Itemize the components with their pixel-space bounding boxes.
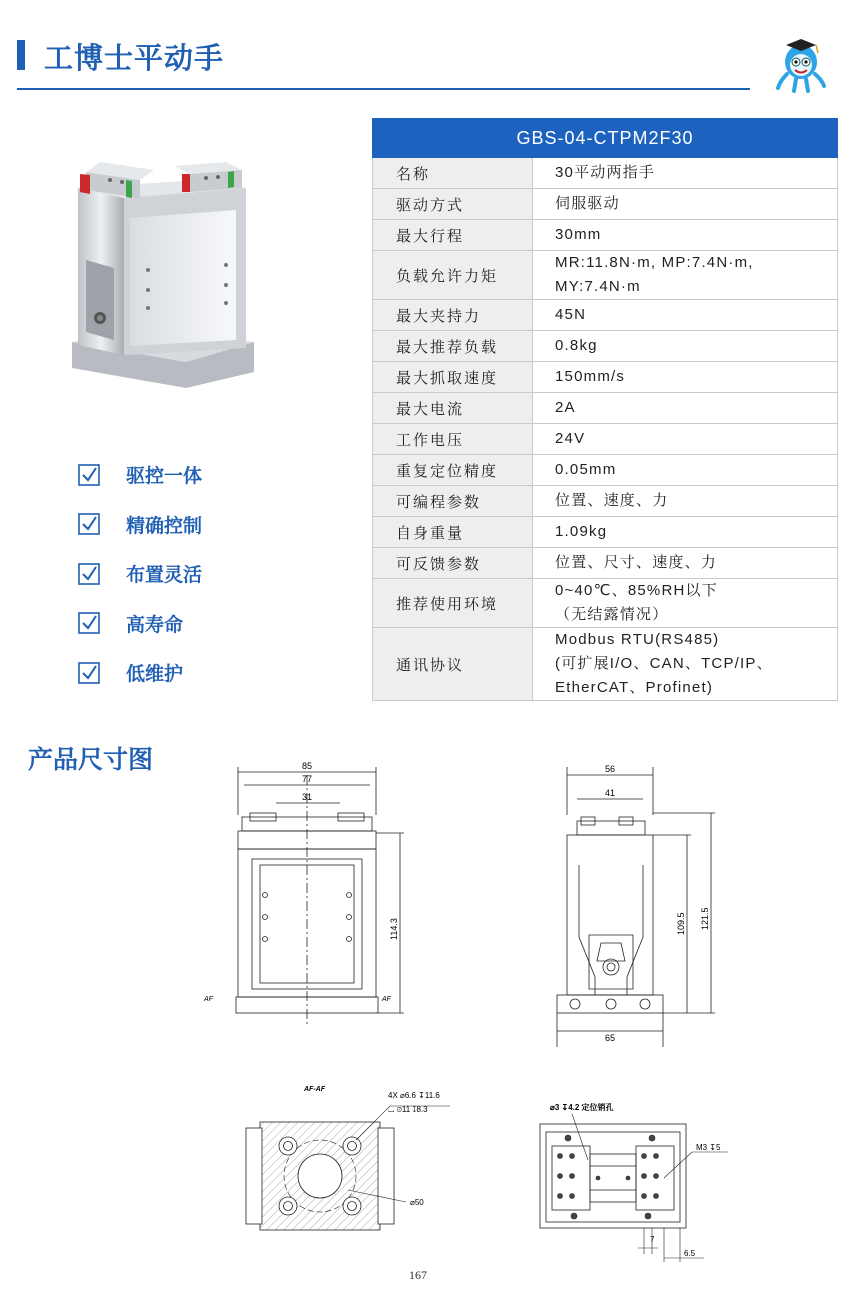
table-row [373,424,838,455]
feature-label: 低维护 [126,663,184,686]
table-row [373,300,838,331]
spec-value: 150mm/s [533,362,838,393]
dim-31: 31 [301,792,313,802]
feature-label: 布置灵活 [126,564,203,587]
spec-value: 位置、尺寸、速度、力 [533,548,838,579]
spec-value: 伺服驱动 [533,189,838,220]
dim-56: 56 [604,764,616,774]
checkbox-icon [78,464,100,486]
table-row [373,486,838,517]
spec-key: 推荐使用环境 [373,579,533,628]
table-row [373,393,838,424]
feature-label: 精确控制 [126,514,203,537]
dim-121: 121.5 [700,907,710,930]
section-view-drawing [240,1078,470,1238]
table-row [373,362,838,393]
m3-spec: M3 ↧5 [696,1143,721,1152]
dimensions-title: 产品尺寸图 [28,745,154,774]
table-row [373,220,838,251]
dim-d50: ⌀50 [410,1198,424,1207]
spec-value: 1.09kg [533,517,838,548]
dim-6-5: 6.5 [684,1249,696,1258]
feature-label: 高寿命 [126,613,184,636]
spec-value: 30mm [533,220,838,251]
spec-value: 30平动两指手 [533,158,838,189]
spec-value: 2A [533,393,838,424]
table-row [373,158,838,189]
page-title: 工博士平动手 [44,41,225,75]
feature-item [78,549,202,599]
dim-7: 7 [650,1235,655,1244]
spec-key: 通讯协议 [373,628,533,701]
front-view-drawing [190,755,430,1040]
spec-key: 最大夹持力 [373,300,533,331]
dim-65: 65 [604,1033,616,1043]
checkbox-icon [78,662,100,684]
spec-value: Modbus RTU(RS485) (可扩展I/O、CAN、TCP/IP、 EtherCAT、Profinet) [533,628,838,701]
spec-key: 负载允许力矩 [373,251,533,300]
product-image [66,140,266,390]
spec-value: 45N [533,300,838,331]
dim-41: 41 [604,788,616,798]
spec-value: 0~40℃、85%RH以下 （无结露情况） [533,579,838,628]
table-row [373,548,838,579]
feature-list [78,450,202,698]
table-row [373,189,838,220]
spec-key: 最大电流 [373,393,533,424]
header-divider [17,88,750,90]
table-row [373,517,838,548]
table-row [373,455,838,486]
spec-value: 0.05mm [533,455,838,486]
table-row [373,628,838,701]
hole-spec-1: 4X ⌀6.6 ↧11.6 [388,1091,440,1100]
checkbox-icon [78,513,100,535]
mascot-logo [772,36,830,94]
hole-spec-2: ⌴ ⌀11 ↧8.3 [388,1105,428,1114]
spec-value: 24V [533,424,838,455]
table-row [373,579,838,628]
spec-key: 最大行程 [373,220,533,251]
spec-value: MR:11.8N·m, MP:7.4N·m, MY:7.4N·m [533,251,838,300]
dim-109: 109.5 [676,912,686,935]
af-right-label: AF [382,996,391,1003]
feature-item [78,500,202,550]
section-label: AF-AF [304,1086,325,1093]
page-number: 167 [409,1268,427,1282]
spec-value: 0.8kg [533,331,838,362]
spec-table [372,118,838,701]
feature-label: 驱控一体 [126,465,203,488]
feature-item [78,648,202,698]
spec-key: 驱动方式 [373,189,533,220]
table-row [373,251,838,300]
feature-item [78,599,202,649]
dim-114: 114.3 [389,918,399,940]
spec-key: 可编程参数 [373,486,533,517]
checkbox-icon [78,563,100,585]
spec-key: 工作电压 [373,424,533,455]
top-view-drawing [528,1090,738,1270]
model-header: GBS-04-CTPM2F30 [373,119,838,158]
checkbox-icon [78,612,100,634]
spec-key: 最大抓取速度 [373,362,533,393]
dim-77: 77 [301,774,313,784]
feature-item [78,450,202,500]
dim-85: 85 [301,761,313,771]
spec-key: 可反馈参数 [373,548,533,579]
spec-key: 重复定位精度 [373,455,533,486]
spec-key: 名称 [373,158,533,189]
spec-key: 最大推荐负载 [373,331,533,362]
spec-key: 自身重量 [373,517,533,548]
side-view-drawing [545,755,725,1050]
spec-value: 位置、速度、力 [533,486,838,517]
table-row [373,331,838,362]
header-accent-bar [17,40,25,70]
pin-hole-spec: ⌀3 ↧4.2 定位销孔 [550,1103,614,1112]
af-left-label: AF [204,996,213,1003]
